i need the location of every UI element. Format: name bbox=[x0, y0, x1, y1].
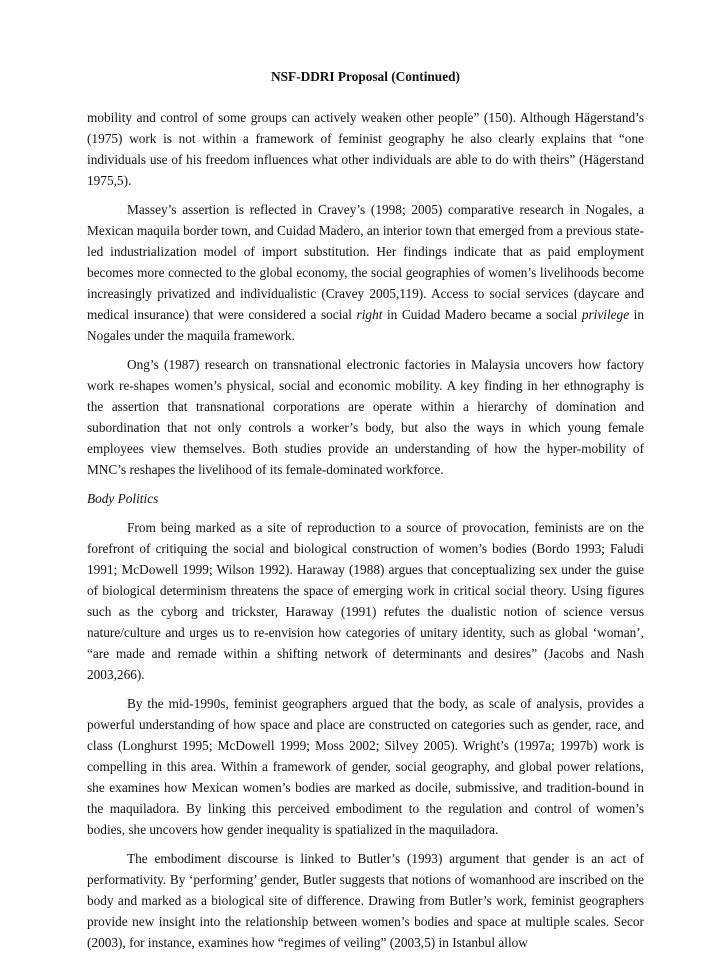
paragraph-2-text-b: in Cuidad Madero became a social bbox=[382, 307, 582, 322]
paragraph-2 bbox=[87, 199, 644, 346]
page-title: NSF-DDRI Proposal (Continued) bbox=[271, 69, 460, 84]
paragraph-6: The embodiment discourse is linked to Butler’s (1993) argument that gender is an act of performativity. By ‘performing’ gender, Butler suggests that notions of womanhood are inscribed on the body and marked as a biological site of difference. Drawing from Butler’s work, feminist geographers provide new insight into the relationship between women’s bodies and space at multiple scales. Secor (2003), for instance, examines how “regimes of veiling” (2003,5) in Istanbul allow bbox=[87, 851, 644, 950]
paragraph-2-text-a: Massey’s assertion is reflected in Cravey’s (1998; 2005) comparative research in Nogales, a Mexican maquila border town, and Cuidad Madero, an interior town that emerged from a previous state-led industrialization model of import substitution. Her findings indicate that as paid employment becomes more connected to the global economy, the social geographies of women’s livelihoods become increasingly privatized and individualistic (Cravey 2005,119). Access to social services (daycare and medical insurance) that were considered a social bbox=[87, 202, 644, 322]
paragraph-2-text-c: in Nogales under the maquila framework. bbox=[87, 307, 644, 343]
section-heading: Body Politics bbox=[87, 491, 159, 506]
paragraph-1: mobility and control of some groups can actively weaken other people” (150). Although Hägerstand’s (1975) work is not within a framework of feminist geography he also clearly explains that “one individuals use of his freedom influences what other individuals are able to do with theirs” (Hägerstand 1975,5). bbox=[87, 110, 644, 188]
paragraph-3: Ong’s (1987) research on transnational electronic factories in Malaysia uncovers how factory work re-shapes women’s physical, social and economic mobility. A key finding in her ethnography is the assertion that transnational corporations are operate within a hierarchy of domination and subordination that not only controls a worker’s body, but also the ways in which young female employees view themselves. Both studies provide an understanding of how the hyper-mobility of MNC’s reshapes the livelihood of its female-dominated workforce. bbox=[87, 357, 644, 477]
emphasis-right: right bbox=[356, 307, 383, 322]
document-page bbox=[87, 66, 644, 961]
paragraph-4: From being marked as a site of reproduction to a source of provocation, feminists are on the forefront of critiquing the social and biological construction of women’s bodies (Bordo 1993; Faludi 1991; McDowell 1999; Wilson 1992). Haraway (1988) argues that conceptualizing sex under the guise of biological determinism threatens the space of emerging work in critical social theory. Using figures such as the cyborg and trickster, Haraway (1991) refutes the dualistic notion of science versus nature/culture and urges us to re-envision how categories of unitary identity, such as global ‘woman’, “are made and remade within a shifting network of determinants and desires” (Jacobs and Nash 2003,266). bbox=[87, 520, 644, 682]
paragraph-5: By the mid-1990s, feminist geographers argued that the body, as scale of analysis, provides a powerful understanding of how space and place are constructed on categories such as gender, race, and class (Longhurst 1995; McDowell 1999; Moss 2002; Silvey 2005). Wright’s (1997a; 1997b) work is compelling in this area. Within a framework of gender, social geography, and global power relations, she examines how Mexican women’s bodies are marked as docile, submissive, and tradition-bound in the maquiladora. By linking this perceived embodiment to the regulation and control of women’s bodies, she uncovers how gender inequality is spatialized in the maquiladora. bbox=[87, 696, 644, 837]
emphasis-privilege: privilege bbox=[581, 307, 630, 322]
